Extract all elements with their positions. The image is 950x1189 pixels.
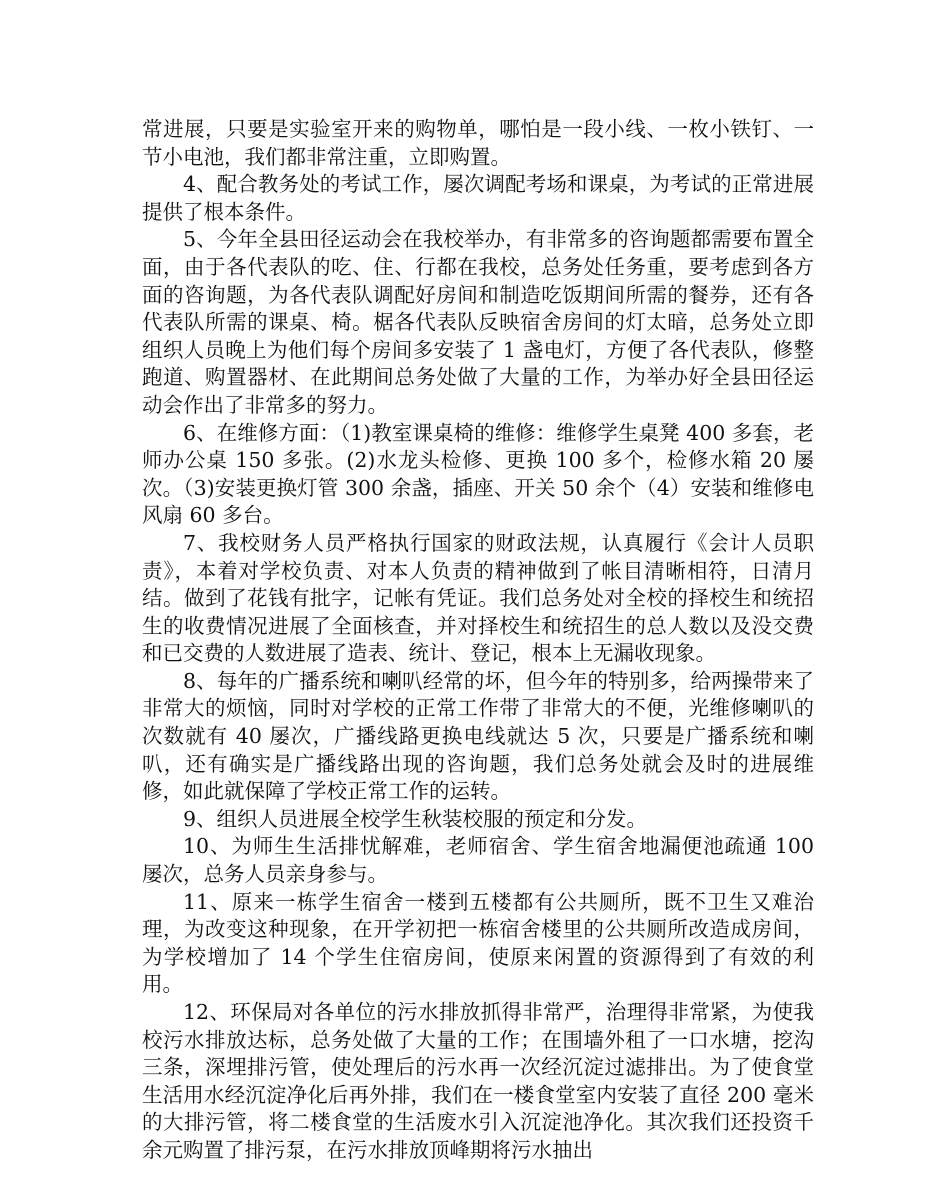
paragraph-item-6: 6、在维修方面：（1)教室课桌椅的维修：维修学生桌凳 400 多套，老师办公桌 150 多张。(2)水龙头检修、更换 100 多个，检修水箱 20 屡次。（3)安装更换灯管 300 余盏，插座、开关 50 余个（4）安装和维修电风扇 60 多台。 xyxy=(142,420,814,528)
paragraph-item-7: 7、我校财务人员严格执行国家的财政法规，认真履行《会计人员职责》，本着对学校负责、对本人负责的精神做到了帐目清晰相符，日清月结。做到了花钱有批字，记帐有凭证。我们总务处对全校的择校生和统招生的收费情况进展了全面核查，并对择校生和统招生的总人数以及没交费和已交费的人数进展了造表、统计、登记，根本上无漏收现象。 xyxy=(142,530,814,666)
paragraph-item-10: 10、为师生生活排忧解难，老师宿舍、学生宿舍地漏便池疏通 100 屡次，总务人员亲身参与。 xyxy=(142,834,814,887)
paragraph-item-12: 12、环保局对各单位的污水排放抓得非常严，治理得非常紧，为使我校污水排放达标，总务处做了大量的工作；在围墙外租了一口水塘，挖沟三条，深埋排污管，使处理后的污水再一次经沉淀过滤排出。为了使食堂生活用水经沉淀净化后再外排，我们在一楼食堂室内安装了直径 200 毫米的大排污管，将二楼食堂的生活废水引入沉淀池净化。其次我们还投资千余元购置了排污泵，在污水排放顶峰期将污水抽出 xyxy=(142,1000,814,1162)
document-body xyxy=(142,116,814,1165)
paragraph-item-5: 5、今年全县田径运动会在我校举办，有非常多的咨询题都需要布置全面，由于各代表队的吃、住、行都在我校，总务处任务重，要考虑到各方面的咨询题，为各代表队调配好房间和制造吃饭期间所需的餐券，还有各代表队所需的课桌、椅。椐各代表队反映宿舍房间的灯太暗，总务处立即组织人员晚上为他们每个房间多安装了 1 盏电灯，方便了各代表队，修整跑道、购置器材、在此期间总务处做了大量的工作，为举办好全县田径运动会作出了非常多的努力。 xyxy=(142,227,814,417)
paragraph-item-9: 9、组织人员进展全校学生秋装校服的预定和分发。 xyxy=(183,806,648,831)
paragraph-item-4: 4、配合教务处的考试工作，屡次调配考场和课桌，为考试的正常进展提供了根本条件。 xyxy=(142,172,814,224)
paragraph-continuation: 常进展，只要是实验室开来的购物单，哪怕是一段小线、一枚小铁钉、一节小电池，我们都非常注重，立即购置。 xyxy=(142,117,814,169)
paragraph-item-11: 11、原来一栋学生宿舍一楼到五楼都有公共厕所，既不卫生又难治理，为改变这种现象，在开学初把一栋宿舍楼里的公共厕所改造成房间，为学校增加了 14 个学生住宿房间，使原来闲置的资源得到了有效的利用。 xyxy=(142,889,814,997)
paragraph-item-8: 8、每年的广播系统和喇叭经常的坏，但今年的特别多，给两操带来了非常大的烦恼，同时对学校的正常工作带了非常大的不便，光维修喇叭的次数就有 40 屡次，广播线路更换电线就达 5 次，只要是广播系统和喇叭，还有确实是广播线路出现的咨询题，我们总务处就会及时的进展维修，如此就保障了学校正常工作的运转。 xyxy=(142,668,814,804)
